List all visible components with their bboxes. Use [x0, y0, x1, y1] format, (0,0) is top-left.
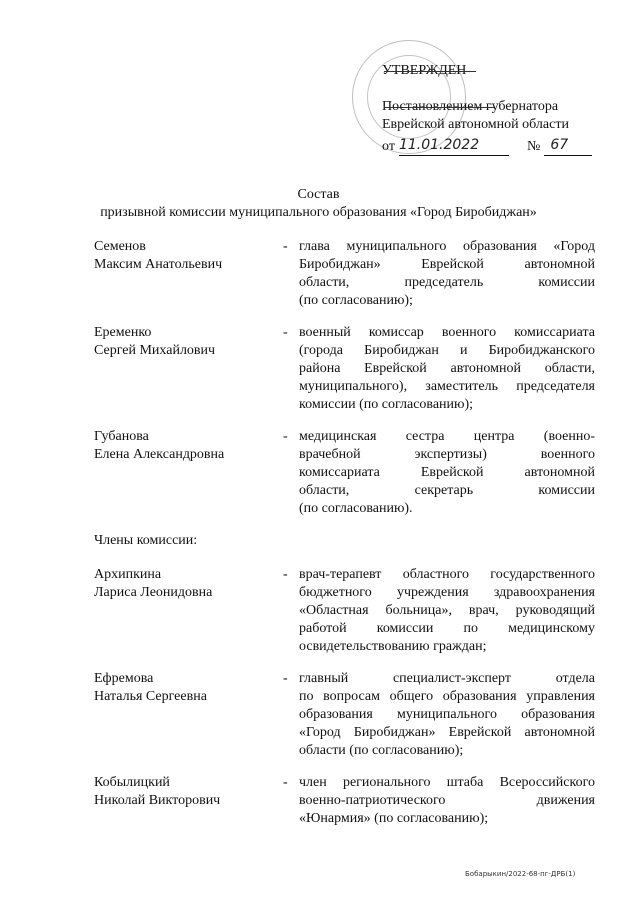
dash: -	[283, 429, 288, 444]
members-label: Члены комиссии:	[94, 533, 198, 548]
position-description	[299, 670, 595, 760]
desc-line: «Областная больница», врач, руководящий	[299, 603, 595, 618]
given-names: Лариса Леонидовна	[94, 585, 213, 600]
desc-line: образования муниципального образования	[299, 707, 595, 722]
desc-line: области, секретарь комиссии	[299, 483, 595, 498]
surname: Архипкина	[94, 567, 162, 582]
position-description	[299, 566, 595, 656]
handwritten-date: 11.01.2022	[398, 137, 480, 153]
desc-line: по вопросам общего образования управления	[299, 689, 595, 704]
decree-underline	[384, 107, 494, 108]
document-title: Состав	[297, 187, 340, 202]
approved-underline	[384, 71, 476, 72]
desc-line: области (по согласованию);	[299, 743, 464, 758]
person-name	[94, 238, 274, 274]
given-names: Наталья Сергеевна	[94, 689, 207, 704]
desc-line: (по согласованию);	[299, 293, 413, 308]
person-name	[94, 428, 274, 464]
person-name	[94, 566, 274, 602]
desc-line: главный специалист-эксперт отдела	[299, 671, 595, 686]
desc-line: глава муниципального образования «Город	[299, 239, 595, 254]
given-names: Максим Анатольевич	[94, 257, 223, 272]
position-description	[299, 774, 595, 828]
decree-line-1: Постановлением губернатора	[382, 99, 559, 114]
person-name	[94, 774, 274, 810]
surname: Семенов	[94, 239, 146, 254]
surname: Ефремова	[94, 671, 154, 686]
desc-line: «Юнармия» (по согласованию);	[299, 811, 489, 826]
position-description	[299, 238, 595, 310]
desc-line: врач-терапевт областного государственного	[299, 567, 595, 582]
desc-line: военно-патриотического движения	[299, 793, 595, 808]
dash: -	[283, 671, 288, 686]
number-field	[544, 136, 592, 156]
person-name	[94, 324, 274, 360]
desc-line: освидетельствованию граждан;	[299, 639, 487, 654]
position-description	[299, 324, 595, 414]
decree-line-2: Еврейской автономной области	[382, 117, 569, 132]
dash: -	[283, 567, 288, 582]
given-names: Николай Викторович	[94, 793, 221, 808]
given-names: Елена Александровна	[94, 447, 225, 462]
desc-line: комиссариата Еврейской автономной	[299, 465, 595, 480]
dash: -	[283, 325, 288, 340]
date-field	[399, 136, 509, 156]
position-description	[299, 428, 595, 518]
document-reference-footer: Бобарыкин/2022-68-пг-ДРБ(1)	[465, 870, 576, 878]
desc-line: (по согласованию).	[299, 501, 413, 516]
approved-heading: УТВЕРЖДЕН	[382, 63, 467, 78]
dash: -	[283, 239, 288, 254]
surname: Кобылицкий	[94, 775, 170, 790]
surname: Еременко	[94, 325, 152, 340]
desc-line: военный комиссар военного комиссариата	[299, 325, 595, 340]
dash: -	[283, 775, 288, 790]
desc-line: области, председатель комиссии	[299, 275, 595, 290]
given-names: Сергей Михайлович	[94, 343, 216, 358]
desc-line: медицинская сестра центра (военно-	[299, 429, 595, 444]
desc-line: муниципального), заместитель председателя	[299, 379, 595, 394]
desc-line: района Еврейской автономной области,	[299, 361, 595, 376]
date-prefix: от	[382, 139, 395, 154]
desc-line: «Город Биробиджан» Еврейской автономной	[299, 725, 595, 740]
surname: Губанова	[94, 429, 149, 444]
desc-line: комиссии (по согласованию);	[299, 397, 474, 412]
desc-line: бюджетного учреждения здравоохранения	[299, 585, 595, 600]
person-name	[94, 670, 274, 706]
document-subtitle: призывной комиссии муниципального образования «Город Биробиджан»	[100, 205, 537, 220]
desc-line: (города Биробиджан и Биробиджанского	[299, 343, 595, 358]
desc-line: врачебной экспертизы) военного	[299, 447, 595, 462]
handwritten-number: 67	[550, 137, 569, 153]
date-number-row	[382, 136, 592, 156]
desc-line: Биробиджан» Еврейской автономной	[299, 257, 595, 272]
desc-line: член регионального штаба Всероссийского	[299, 775, 595, 790]
desc-line: работой комиссии по медицинскому	[299, 621, 595, 636]
number-prefix: №	[526, 139, 541, 154]
